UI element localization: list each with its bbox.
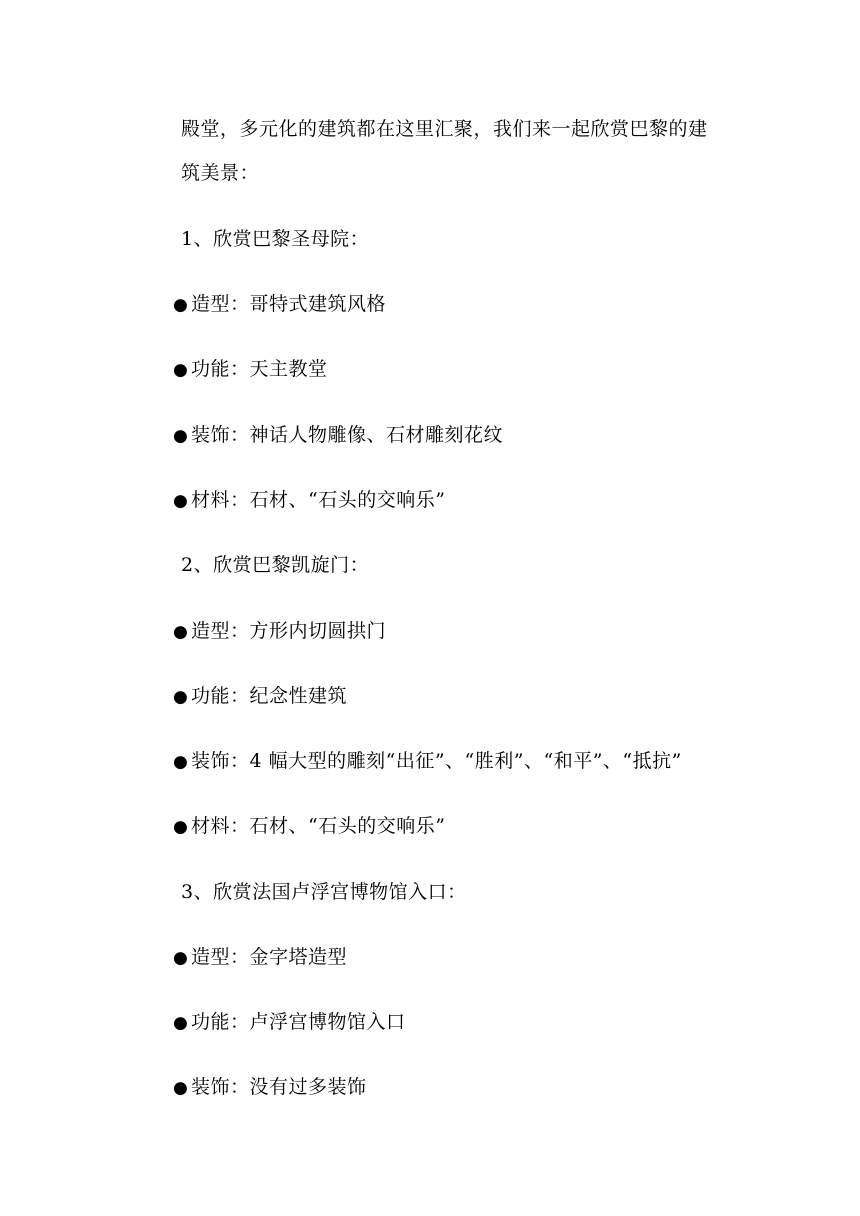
list-item-text: 装饰：4 幅大型的雕刻“出征”、“胜利”、“和平”、“抵抗” xyxy=(191,750,682,772)
list-item-text: 装饰：没有过多装饰 xyxy=(191,1076,367,1098)
list-item xyxy=(173,813,445,840)
bullet-icon: ● xyxy=(173,622,189,642)
intro-line-1: 殿堂，多元化的建筑都在这里汇聚，我们来一起欣赏巴黎的建 xyxy=(181,118,708,140)
bullet-icon: ● xyxy=(173,1013,189,1033)
section-2-heading: 2、欣赏巴黎凯旋门： xyxy=(181,554,370,576)
bullet-icon: ● xyxy=(173,687,189,707)
bullet-icon: ● xyxy=(173,491,189,511)
bullet-icon: ● xyxy=(173,426,189,446)
list-item-text: 装饰：神话人物雕像、石材雕刻花纹 xyxy=(191,424,504,446)
section-1-heading: 1、欣赏巴黎圣母院： xyxy=(181,228,370,250)
list-item xyxy=(173,356,328,383)
list-item xyxy=(173,422,503,449)
list-item xyxy=(173,487,445,514)
bullet-icon: ● xyxy=(173,1078,189,1098)
list-item xyxy=(173,683,347,710)
list-item xyxy=(173,944,347,971)
list-item xyxy=(173,1009,406,1036)
bullet-icon: ● xyxy=(173,295,189,315)
list-item xyxy=(173,618,386,645)
intro-line-2: 筑美景： xyxy=(181,162,260,184)
bullet-icon: ● xyxy=(173,752,189,772)
list-item-text: 造型：方形内切圆拱门 xyxy=(191,620,387,642)
bullet-icon: ● xyxy=(173,360,189,380)
list-item-text: 造型：哥特式建筑风格 xyxy=(191,293,387,315)
list-item-text: 功能：卢浮宫博物馆入口 xyxy=(191,1011,406,1033)
list-item-text: 材料：石材、“石头的交响乐” xyxy=(191,489,446,511)
list-item-text: 功能：天主教堂 xyxy=(191,358,328,380)
list-item xyxy=(173,291,386,318)
bullet-icon: ● xyxy=(173,948,189,968)
list-item-text: 功能：纪念性建筑 xyxy=(191,685,348,707)
bullet-icon: ● xyxy=(173,817,189,837)
list-item xyxy=(173,1074,367,1101)
list-item-text: 材料：石材、“石头的交响乐” xyxy=(191,815,446,837)
list-item xyxy=(173,748,682,775)
section-3-heading: 3、欣赏法国卢浮宫博物馆入口： xyxy=(181,881,467,903)
list-item-text: 造型：金字塔造型 xyxy=(191,946,348,968)
